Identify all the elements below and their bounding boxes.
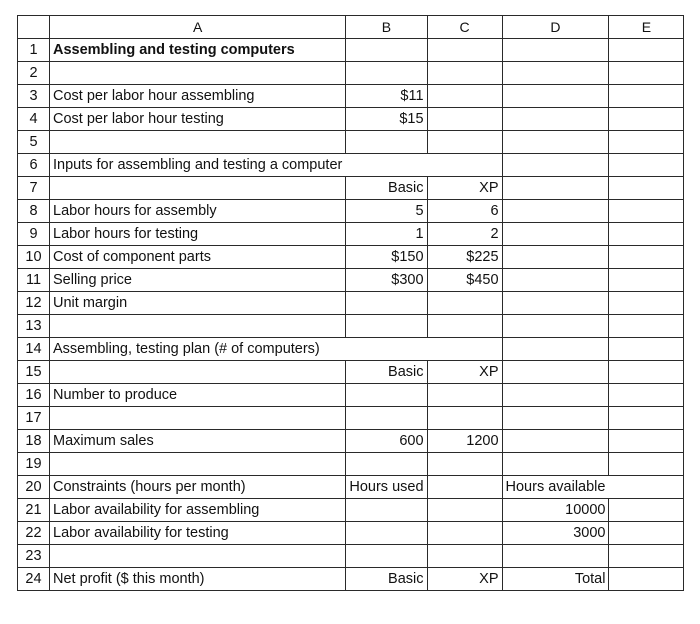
cell-c[interactable]: $450: [427, 269, 502, 292]
cell-c[interactable]: [427, 522, 502, 545]
row-header[interactable]: 6: [18, 154, 50, 177]
cell-e[interactable]: [609, 568, 684, 591]
cell-b[interactable]: [346, 545, 427, 568]
sheet-row: [18, 269, 684, 292]
sheet-row: [18, 338, 684, 361]
row-header[interactable]: 23: [18, 545, 50, 568]
cell-c[interactable]: $225: [427, 246, 502, 269]
cell-c[interactable]: [427, 39, 502, 62]
sheet-row: [18, 108, 684, 131]
cell-e[interactable]: [609, 407, 684, 430]
sheet-row: [18, 62, 684, 85]
cell-e[interactable]: [609, 39, 684, 62]
cell-d[interactable]: [502, 246, 609, 269]
cell-d[interactable]: [502, 384, 609, 407]
row-header[interactable]: 2: [18, 62, 50, 85]
cell-b[interactable]: Basic: [346, 568, 427, 591]
row-header[interactable]: 13: [18, 315, 50, 338]
row-header[interactable]: 15: [18, 361, 50, 384]
row-header[interactable]: 9: [18, 223, 50, 246]
cell-d[interactable]: [502, 453, 609, 476]
sheet-row: [18, 499, 684, 522]
cell-a[interactable]: Labor hours for assembly: [50, 200, 346, 223]
cell-e[interactable]: [609, 292, 684, 315]
cell-d[interactable]: [502, 545, 609, 568]
cell-c[interactable]: [427, 338, 502, 361]
cell-a[interactable]: Labor availability for assembling: [50, 499, 346, 522]
cell-c[interactable]: XP: [427, 361, 502, 384]
cell-d[interactable]: [502, 108, 609, 131]
cell-b[interactable]: [346, 62, 427, 85]
sheet-row: [18, 246, 684, 269]
cell-e[interactable]: [609, 315, 684, 338]
sheet-row: [18, 522, 684, 545]
cell-b[interactable]: [346, 499, 427, 522]
row-header[interactable]: 22: [18, 522, 50, 545]
cell-e[interactable]: [609, 522, 684, 545]
cell-e[interactable]: [609, 269, 684, 292]
cell-d[interactable]: [502, 338, 609, 361]
cell-c[interactable]: XP: [427, 568, 502, 591]
cell-d[interactable]: [502, 361, 609, 384]
cell-c[interactable]: [427, 108, 502, 131]
cell-d[interactable]: [502, 131, 609, 154]
row-header[interactable]: 14: [18, 338, 50, 361]
row-header[interactable]: 21: [18, 499, 50, 522]
cell-c[interactable]: [427, 499, 502, 522]
sheet-row: [18, 85, 684, 108]
row-header[interactable]: 24: [18, 568, 50, 591]
cell-e[interactable]: [609, 430, 684, 453]
cell-a[interactable]: Labor hours for testing: [50, 223, 346, 246]
cell-b[interactable]: [346, 453, 427, 476]
spreadsheet-grid: [17, 15, 684, 591]
row-header[interactable]: 20: [18, 476, 50, 499]
cell-b[interactable]: Basic: [346, 361, 427, 384]
row-header[interactable]: 18: [18, 430, 50, 453]
sheet-row: [18, 154, 684, 177]
sheet-row: [18, 177, 684, 200]
row-header[interactable]: 17: [18, 407, 50, 430]
cell-c[interactable]: [427, 407, 502, 430]
cell-b[interactable]: $11: [346, 85, 427, 108]
cell-e[interactable]: [609, 177, 684, 200]
cell-b[interactable]: [346, 315, 427, 338]
cell-a[interactable]: Cost of component parts: [50, 246, 346, 269]
cell-a[interactable]: Cost per labor hour assembling: [50, 85, 346, 108]
cell-c[interactable]: [427, 292, 502, 315]
cell-a[interactable]: [50, 361, 346, 384]
cell-d[interactable]: [502, 177, 609, 200]
column-header-b[interactable]: B: [346, 16, 427, 39]
cell-b[interactable]: 1: [346, 223, 427, 246]
row-header[interactable]: 12: [18, 292, 50, 315]
cell-e[interactable]: [609, 338, 684, 361]
cell-e[interactable]: [609, 453, 684, 476]
cell-b[interactable]: $150: [346, 246, 427, 269]
cell-d[interactable]: [502, 62, 609, 85]
row-header[interactable]: 8: [18, 200, 50, 223]
cell-a[interactable]: [50, 177, 346, 200]
column-header-row: [18, 16, 684, 39]
cell-b[interactable]: 5: [346, 200, 427, 223]
sheet-row: [18, 39, 684, 62]
row-header[interactable]: 4: [18, 108, 50, 131]
cell-a[interactable]: [50, 315, 346, 338]
row-header[interactable]: 16: [18, 384, 50, 407]
cell-d[interactable]: [502, 292, 609, 315]
cell-e[interactable]: [609, 62, 684, 85]
cell-d[interactable]: Total: [502, 568, 609, 591]
cell-a[interactable]: Labor availability for testing: [50, 522, 346, 545]
cell-c[interactable]: 2: [427, 223, 502, 246]
sheet-row: [18, 200, 684, 223]
sheet-row: [18, 131, 684, 154]
sheet-row: [18, 361, 684, 384]
cell-c[interactable]: [427, 384, 502, 407]
cell-c[interactable]: XP: [427, 177, 502, 200]
cell-e[interactable]: [609, 223, 684, 246]
sheet-row: [18, 292, 684, 315]
cell-a[interactable]: Unit margin: [50, 292, 346, 315]
cell-b[interactable]: Basic: [346, 177, 427, 200]
row-header[interactable]: 1: [18, 39, 50, 62]
cell-b[interactable]: [346, 131, 427, 154]
row-header[interactable]: 3: [18, 85, 50, 108]
cell-a[interactable]: Constraints (hours per month): [50, 476, 346, 499]
cell-e[interactable]: [609, 384, 684, 407]
cell-a[interactable]: Assembling, testing plan (# of computers): [50, 338, 346, 361]
cell-b[interactable]: $300: [346, 269, 427, 292]
sheet-row: [18, 476, 684, 499]
cell-c[interactable]: [427, 545, 502, 568]
sheet-row: [18, 453, 684, 476]
cell-d[interactable]: [502, 85, 609, 108]
cell-e[interactable]: [609, 361, 684, 384]
sheet-row: [18, 407, 684, 430]
row-header[interactable]: 11: [18, 269, 50, 292]
cell-b[interactable]: [346, 338, 427, 361]
cell-c[interactable]: [427, 476, 502, 499]
cell-a[interactable]: [50, 545, 346, 568]
cell-c[interactable]: [427, 453, 502, 476]
cell-b[interactable]: [346, 154, 427, 177]
row-header[interactable]: 7: [18, 177, 50, 200]
row-header[interactable]: 10: [18, 246, 50, 269]
sheet-row: [18, 315, 684, 338]
column-header-e[interactable]: E: [609, 16, 684, 39]
row-header[interactable]: 5: [18, 131, 50, 154]
cell-e[interactable]: [609, 499, 684, 522]
cell-e[interactable]: [609, 154, 684, 177]
cell-a[interactable]: [50, 407, 346, 430]
cell-d[interactable]: [502, 154, 609, 177]
sheet-row: [18, 384, 684, 407]
cell-c[interactable]: [427, 131, 502, 154]
cell-d[interactable]: [502, 39, 609, 62]
cell-e[interactable]: [609, 476, 684, 499]
cell-c[interactable]: 6: [427, 200, 502, 223]
cell-a[interactable]: [50, 131, 346, 154]
cell-c[interactable]: [427, 85, 502, 108]
cell-a[interactable]: Selling price: [50, 269, 346, 292]
cell-a[interactable]: Net profit ($ this month): [50, 568, 346, 591]
cell-a[interactable]: Inputs for assembling and testing a computer: [50, 154, 346, 177]
cell-e[interactable]: [609, 200, 684, 223]
sheet-row: [18, 545, 684, 568]
cell-a[interactable]: [50, 62, 346, 85]
sheet-row: [18, 568, 684, 591]
cell-c[interactable]: [427, 62, 502, 85]
cell-b[interactable]: 600: [346, 430, 427, 453]
cell-c[interactable]: [427, 154, 502, 177]
cell-e[interactable]: [609, 85, 684, 108]
cell-d[interactable]: Hours available: [502, 476, 609, 499]
cell-b[interactable]: [346, 407, 427, 430]
cell-d[interactable]: [502, 407, 609, 430]
cell-e[interactable]: [609, 131, 684, 154]
cell-b[interactable]: [346, 39, 427, 62]
cell-a[interactable]: [50, 453, 346, 476]
cell-d[interactable]: [502, 200, 609, 223]
cell-b[interactable]: [346, 292, 427, 315]
cell-d[interactable]: 3000: [502, 522, 609, 545]
cell-b[interactable]: Hours used: [346, 476, 427, 499]
cell-d[interactable]: [502, 269, 609, 292]
cell-d[interactable]: [502, 315, 609, 338]
cell-e[interactable]: [609, 545, 684, 568]
column-header-a[interactable]: A: [50, 16, 346, 39]
column-header-d[interactable]: D: [502, 16, 609, 39]
column-header-c[interactable]: C: [427, 16, 502, 39]
cell-b[interactable]: [346, 522, 427, 545]
row-header[interactable]: 19: [18, 453, 50, 476]
cell-b[interactable]: [346, 384, 427, 407]
cell-a[interactable]: Number to produce: [50, 384, 346, 407]
cell-a[interactable]: Cost per labor hour testing: [50, 108, 346, 131]
cell-b[interactable]: $15: [346, 108, 427, 131]
cell-c[interactable]: 1200: [427, 430, 502, 453]
cell-a[interactable]: Maximum sales: [50, 430, 346, 453]
sheet-row: [18, 430, 684, 453]
cell-e[interactable]: [609, 108, 684, 131]
cell-a[interactable]: Assembling and testing computers: [50, 39, 346, 62]
cell-d[interactable]: 10000: [502, 499, 609, 522]
sheet-row: [18, 223, 684, 246]
cell-e[interactable]: [609, 246, 684, 269]
cell-d[interactable]: [502, 223, 609, 246]
cell-d[interactable]: [502, 430, 609, 453]
select-all-corner[interactable]: [18, 16, 50, 39]
cell-c[interactable]: [427, 315, 502, 338]
